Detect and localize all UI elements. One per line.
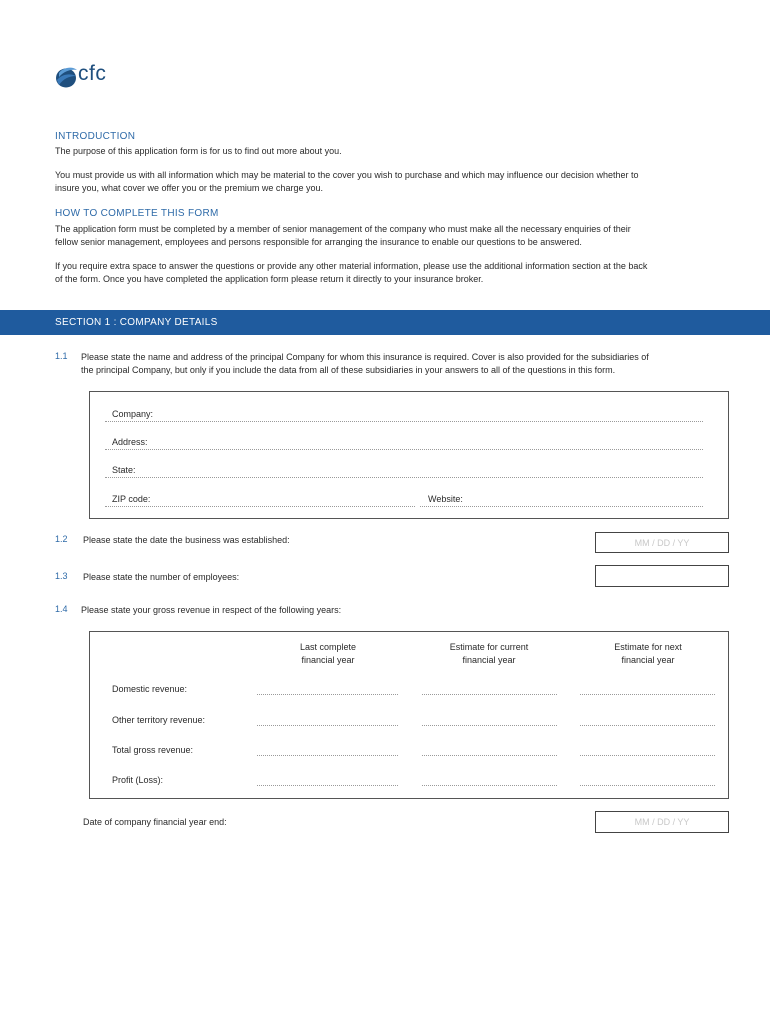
row-label-domestic: Domestic revenue:: [112, 684, 188, 694]
col-estimate-next-header: Estimate for next financial year: [614, 642, 682, 665]
company-input[interactable]: [105, 421, 703, 422]
state-input[interactable]: [105, 477, 703, 478]
q1-1-text-line1: Please state the name and address of the principal Company for whom this insurance is required. Cover is also provided for the subsidiaries of: [81, 352, 649, 362]
section-1-title: SECTION 1 : COMPANY DETAILS: [55, 317, 218, 328]
revenue-table: [89, 631, 729, 799]
company-details-box: [89, 391, 729, 519]
zip-label: ZIP code:: [112, 494, 151, 504]
howto-p1-line2: fellow senior management, employees and persons responsible for arranging the insurance to enable our questions to be answered.: [55, 237, 582, 247]
other-next-input[interactable]: [580, 725, 715, 726]
state-label: State:: [112, 465, 136, 475]
fy-end-date-input[interactable]: MM / DD / YY: [595, 811, 729, 833]
q1-2-number: 1.2: [55, 534, 68, 544]
total-next-input[interactable]: [580, 755, 715, 756]
howto-p2-line1: If you require extra space to answer the questions or provide any other material information, please use the additional information section at the back: [55, 261, 648, 271]
domestic-last-input[interactable]: [257, 694, 398, 695]
col-last-complete-header: Last complete financial year: [299, 642, 357, 665]
howto-heading: HOW TO COMPLETE THIS FORM: [55, 208, 219, 219]
row-label-other-territory: Other territory revenue:: [112, 715, 206, 725]
howto-p1-line1: The application form must be completed by a member of senior management of the company who must make all the necessary enquiries of their: [55, 224, 631, 234]
zip-input[interactable]: [105, 506, 415, 507]
other-last-input[interactable]: [257, 725, 398, 726]
company-label: Company:: [112, 409, 154, 419]
cfc-logo: [54, 64, 134, 92]
date-established-input[interactable]: MM / DD / YY: [595, 532, 729, 553]
section-1-header: [0, 310, 770, 335]
q1-4-number: 1.4: [55, 604, 68, 614]
fy-end-label: Date of company financial year end:: [83, 817, 227, 827]
intro-p2-line1: You must provide us with all information which may be material to the cover you wish to purchase and which may influence our decision whether to: [55, 170, 639, 180]
q1-4-text: Please state your gross revenue in respect of the following years:: [81, 605, 342, 615]
intro-p2-line2: insure you, what cover we offer you or the premium we charge you.: [55, 183, 323, 193]
profit-current-input[interactable]: [422, 785, 557, 786]
address-input[interactable]: [105, 449, 703, 450]
website-label: Website:: [428, 494, 463, 504]
q1-3-text: Please state the number of employees:: [83, 572, 240, 582]
col-estimate-current-header: Estimate for current financial year: [449, 642, 529, 665]
other-current-input[interactable]: [422, 725, 557, 726]
q1-1-text-line2: the principal Company, but only if you include the data from all of these subsidiaries in your answers to all of the questions in this form.: [81, 365, 616, 375]
row-label-profit-loss: Profit (Loss):: [112, 775, 164, 785]
howto-p2-line2: of the form. Once you have completed the application form please return it directly to your insurance broker.: [55, 274, 484, 284]
row-label-total-gross: Total gross revenue:: [112, 745, 194, 755]
q1-2-text: Please state the date the business was established:: [83, 535, 290, 545]
intro-line1: The purpose of this application form is for us to find out more about you.: [55, 146, 342, 156]
profit-last-input[interactable]: [257, 785, 398, 786]
employees-input[interactable]: [595, 565, 729, 587]
total-last-input[interactable]: [257, 755, 398, 756]
cfc-logo-text: cfc: [78, 62, 107, 85]
intro-heading: INTRODUCTION: [55, 131, 136, 142]
domestic-next-input[interactable]: [580, 694, 715, 695]
profit-next-input[interactable]: [580, 785, 715, 786]
domestic-current-input[interactable]: [422, 694, 557, 695]
total-current-input[interactable]: [422, 755, 557, 756]
address-label: Address:: [112, 437, 148, 447]
website-input[interactable]: [420, 506, 703, 507]
q1-1-number: 1.1: [55, 351, 68, 361]
q1-3-number: 1.3: [55, 571, 68, 581]
cfc-logo-mark-icon: [54, 64, 80, 90]
